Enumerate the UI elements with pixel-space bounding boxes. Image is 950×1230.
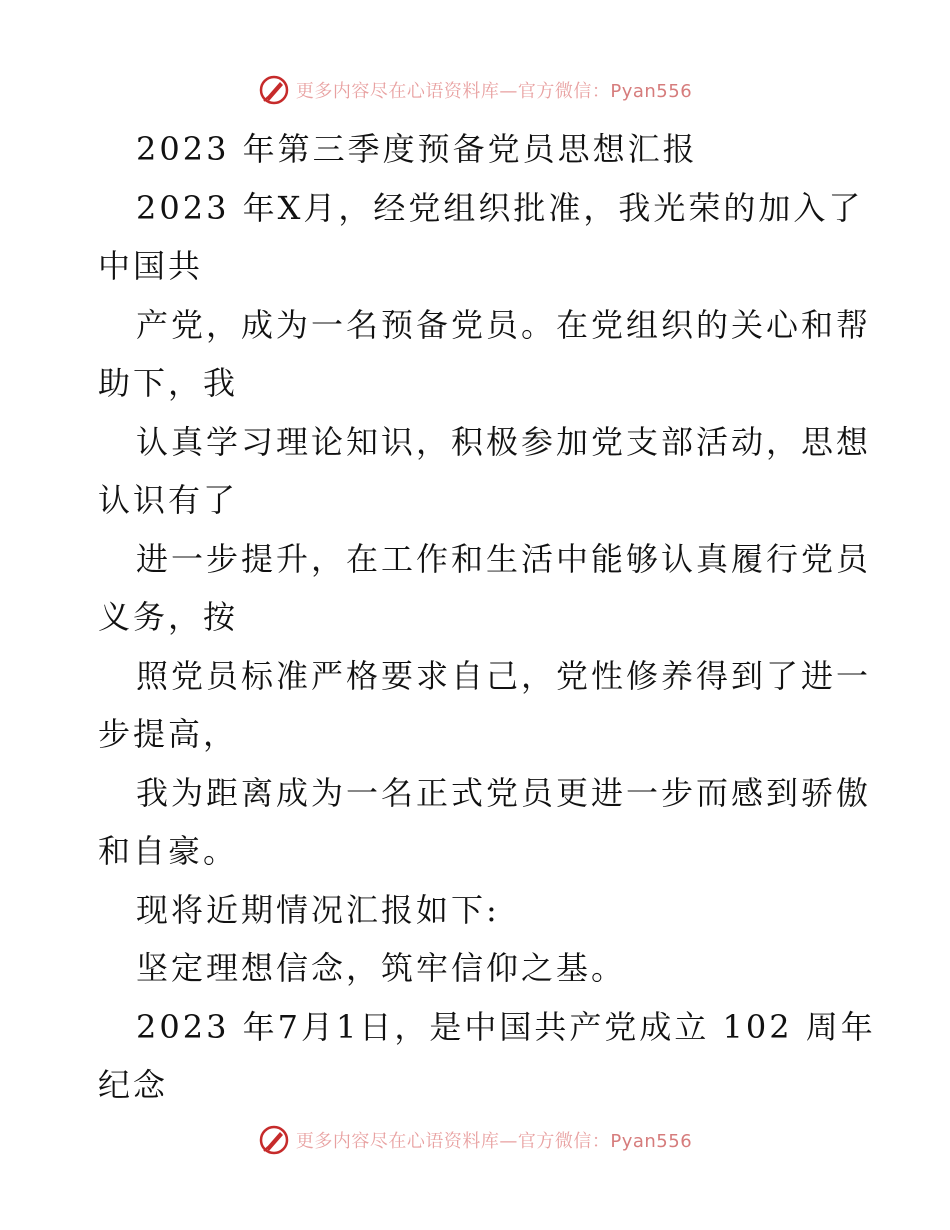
header-banner-text: 更多内容尽在心语资料库—官方微信：Pyan556 — [295, 81, 693, 102]
paragraph-line: 照党员标准严格要求自己，党性修养得到了进一 — [136, 656, 872, 695]
quill-pen-logo-icon — [258, 1124, 290, 1156]
document-body — [98, 120, 876, 1115]
paragraph-line: 2023 年7月1日，是中国共产党成立 102 周年 — [136, 1007, 876, 1046]
section-heading: 坚定理想信念，筑牢信仰之基。 — [136, 949, 627, 987]
header-wechat-id: Pyan556 — [610, 81, 693, 102]
paragraph-line: 产党，成为一名预备党员。在党组织的关心和帮 — [136, 305, 872, 344]
quill-pen-logo-icon — [258, 74, 290, 106]
paragraph-line: 现将近期情况汇报如下: — [136, 890, 500, 929]
footer-banner — [0, 1120, 950, 1160]
paragraph-line: 认真学习理论知识，积极参加党支部活动，思想 — [136, 422, 872, 461]
paragraph-line: 中国共 — [98, 247, 204, 285]
paragraph-line: 义务，按 — [98, 598, 239, 636]
paragraph-line: 和自豪。 — [98, 832, 239, 870]
paragraph-line: 步提高， — [98, 715, 239, 753]
footer-wechat-id: Pyan556 — [610, 1131, 693, 1152]
paragraph-line: 我为距离成为一名正式党员更进一步而感到骄傲 — [136, 773, 872, 812]
paragraph-line: 2023 年X月，经党组织批准，我光荣的加入了 — [136, 188, 864, 227]
document-title: 2023 年第三季度预备党员思想汇报 — [136, 130, 698, 168]
paragraph-line: 认识有了 — [98, 481, 239, 519]
paragraph-line: 助下，我 — [98, 364, 239, 402]
footer-banner-text: 更多内容尽在心语资料库—官方微信：Pyan556 — [295, 1131, 693, 1152]
paragraph-line: 进一步提升，在工作和生活中能够认真履行党员 — [136, 539, 872, 578]
header-banner — [0, 70, 950, 110]
paragraph-line: 纪念 — [98, 1066, 169, 1104]
